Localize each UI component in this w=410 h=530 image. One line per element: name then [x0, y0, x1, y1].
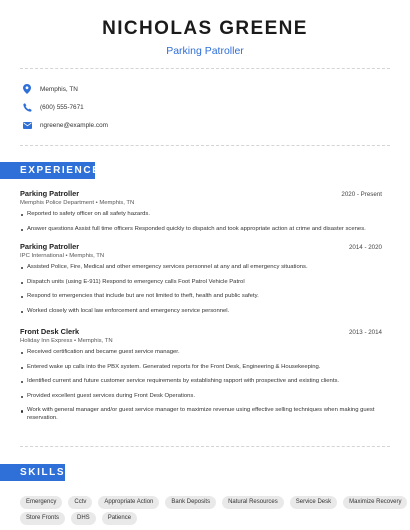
- contact-location: [22, 84, 78, 94]
- experience-entry: [20, 189, 382, 233]
- duty-item: Assisted Police, Fire, Medical and other emergency services personnel at any and all emergency situations.: [20, 264, 382, 272]
- position-title: Parking Patroller: [20, 242, 80, 251]
- experience-entry: [20, 242, 382, 315]
- location-pin-icon: [22, 84, 32, 94]
- position-dates: 2013 - 2014: [348, 329, 382, 336]
- duty-item: Received certification and became guest service manager.: [20, 349, 382, 357]
- duty-item: Respond to emergencies that include but are not limited to theft, health and public safety.: [20, 293, 382, 301]
- resume-header: [0, 0, 410, 57]
- skill-chip: Cctv: [68, 496, 92, 509]
- duties-list: [20, 349, 382, 423]
- contact-email: [22, 120, 108, 130]
- duty-item: Entered wake up calls into the PBX system. Generated reports for the Front Desk, Engineering & Housekeeping.: [20, 364, 382, 372]
- experience-entry: [20, 327, 382, 423]
- skill-chip: Bank Deposits: [165, 496, 216, 509]
- skill-chip: Patience: [102, 512, 137, 525]
- candidate-name: NICHOLAS GREENE: [102, 18, 308, 39]
- duty-item: Provided excellent guest services during Front Desk Operations.: [20, 393, 382, 401]
- email-link[interactable]: ngreene@example.com: [40, 121, 108, 129]
- position-title: Front Desk Clerk: [20, 327, 80, 336]
- skill-chip: DHS: [71, 512, 96, 525]
- divider: [20, 446, 390, 447]
- employer-location: IPC International • Memphis, TN: [20, 253, 105, 259]
- divider: [20, 68, 390, 69]
- phone-text: (600) 555-7671: [40, 103, 84, 111]
- duties-list: [20, 264, 382, 315]
- duty-item: Answer questions Assist full time officers Responded quickly to dispatch and took appropriate action at crime and disaster scenes.: [20, 226, 382, 234]
- duty-item: Dispatch units (using E-911) Respond to emergency calls Foot Patrol Vehicle Patrol: [20, 279, 382, 287]
- skill-chip: Natural Resources: [222, 496, 284, 509]
- skill-chip: Store Fronts: [20, 512, 65, 525]
- skill-chip: Appropriate Action: [98, 496, 159, 509]
- contact-phone: [22, 102, 84, 112]
- position-dates: 2020 - Present: [341, 191, 382, 198]
- employer-location: Holiday Inn Express • Memphis, TN: [20, 338, 113, 344]
- section-heading-experience: EXPERIENCE: [0, 162, 95, 179]
- employer-location: Memphis Police Department • Memphis, TN: [20, 200, 135, 206]
- skills-list: [20, 496, 402, 528]
- email-icon: [22, 120, 32, 130]
- duty-item: Worked closely with local law enforcement and emergency service personnel.: [20, 308, 382, 316]
- duties-list: [20, 211, 382, 233]
- duty-item: Identified current and future customer service requirements by establishing rapport with prospective and existing clients.: [20, 378, 382, 386]
- location-text: Memphis, TN: [40, 85, 78, 93]
- skill-chip: Maximize Recovery: [343, 496, 407, 509]
- position-title: Parking Patroller: [20, 189, 80, 198]
- section-heading-skills: SKILLS: [0, 464, 65, 481]
- position-dates: 2014 - 2020: [348, 244, 382, 251]
- duty-item: Work with general manager and/or guest service manager to maximize revenue using effective selling techniques when making guest reservation.: [20, 407, 382, 422]
- skill-chip: Service Desk: [290, 496, 337, 509]
- divider: [20, 145, 390, 146]
- job-title: Parking Patroller: [166, 45, 244, 57]
- phone-icon: [22, 102, 32, 112]
- duty-item: Reported to safety officer on all safety hazards.: [20, 211, 382, 219]
- skill-chip: Emergency: [20, 496, 62, 509]
